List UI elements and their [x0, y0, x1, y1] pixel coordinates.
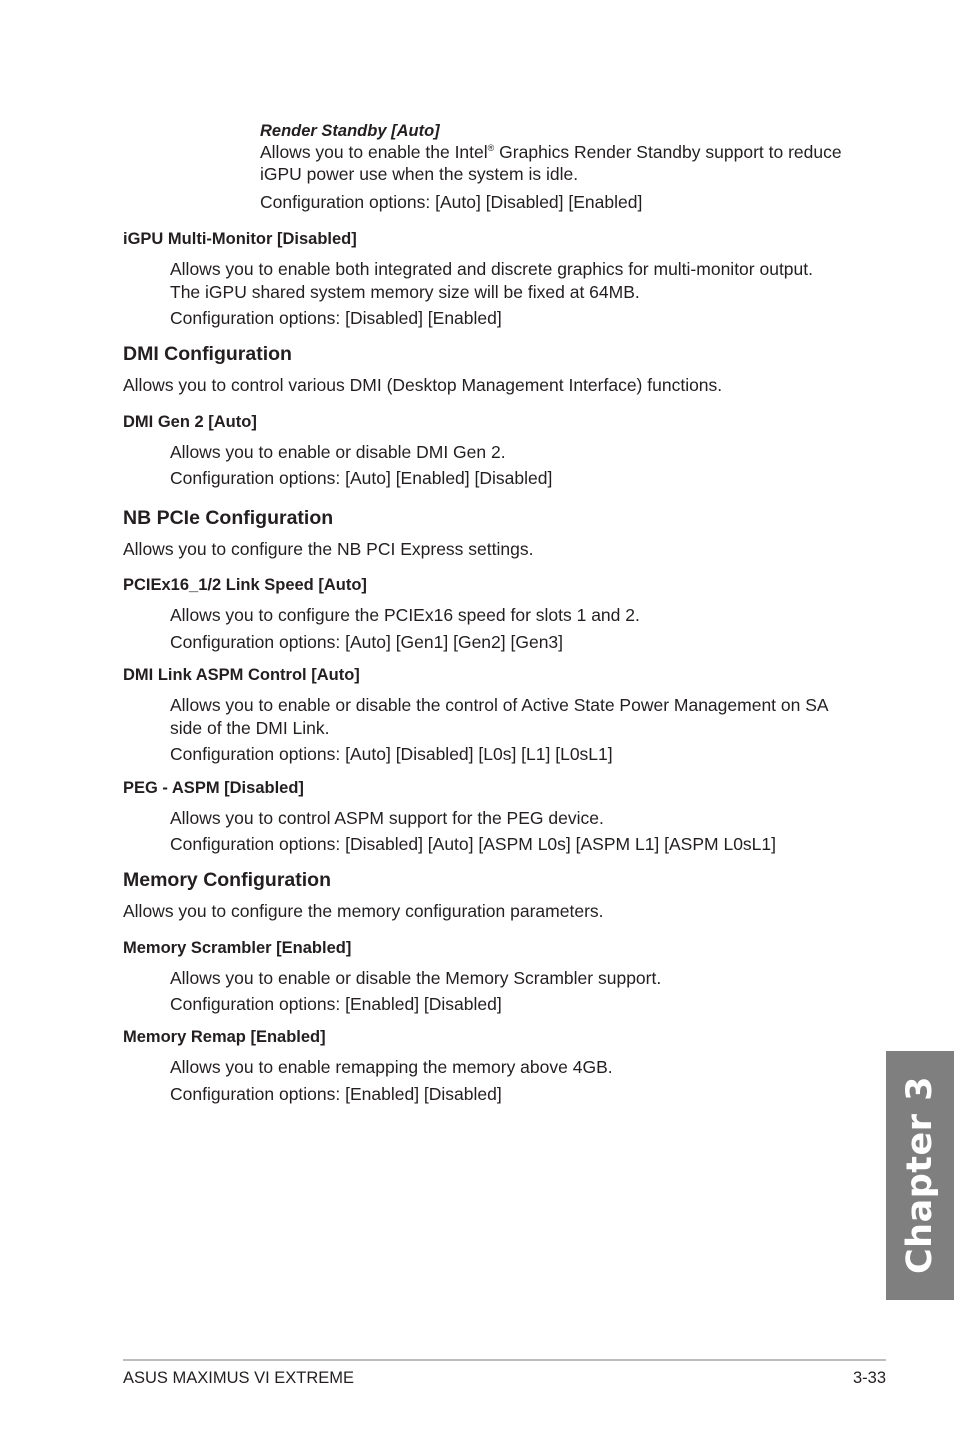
peg-aspm-options: Configuration options: [Disabled] [Auto] [ASPM L0s] [ASPM L1] [ASPM L0sL1]: [170, 834, 777, 854]
pciex16-link-speed-options: Configuration options: [Auto] [Gen1] [Gen2] [Gen3]: [170, 632, 564, 652]
footer-divider: [123, 1359, 886, 1361]
dmi-link-aspm-title: DMI Link ASPM Control [Auto]: [123, 666, 360, 684]
render-standby-title: Render Standby [Auto]: [260, 122, 440, 140]
igpu-multi-monitor-desc-line1: Allows you to enable both integrated and discrete graphics for multi-monitor output.: [170, 259, 813, 279]
memory-configuration-desc: Allows you to configure the memory configuration parameters.: [123, 901, 604, 921]
memory-remap-options: Configuration options: [Enabled] [Disabled]: [170, 1084, 502, 1104]
chapter-tab: [886, 1051, 954, 1300]
pciex16-link-speed-desc: Allows you to configure the PCIEx16 speed for slots 1 and 2.: [170, 605, 640, 625]
memory-remap-desc: Allows you to enable remapping the memory above 4GB.: [170, 1057, 613, 1077]
peg-aspm-title: PEG - ASPM [Disabled]: [123, 779, 304, 797]
memory-scrambler-desc: Allows you to enable or disable the Memory Scrambler support.: [170, 968, 662, 988]
memory-remap-title: Memory Remap [Enabled]: [123, 1028, 326, 1046]
chapter-tab-label: Chapter 3: [900, 1075, 940, 1275]
dmi-link-aspm-desc-line1: Allows you to enable or disable the control of Active State Power Management on SA: [170, 695, 829, 715]
dmi-gen2-title: DMI Gen 2 [Auto]: [123, 413, 257, 431]
dmi-link-aspm-desc-line2: side of the DMI Link.: [170, 718, 330, 738]
footer-product-name: ASUS MAXIMUS VI EXTREME: [123, 1369, 355, 1387]
memory-scrambler-options: Configuration options: [Enabled] [Disabled]: [170, 994, 502, 1014]
render-standby-desc-line2: iGPU power use when the system is idle.: [260, 164, 579, 184]
dmi-configuration-heading: DMI Configuration: [123, 343, 292, 365]
igpu-multi-monitor-title: iGPU Multi-Monitor [Disabled]: [123, 230, 357, 248]
memory-scrambler-title: Memory Scrambler [Enabled]: [123, 939, 352, 957]
igpu-multi-monitor-options: Configuration options: [Disabled] [Enabled]: [170, 308, 502, 328]
dmi-link-aspm-options: Configuration options: [Auto] [Disabled] [L0s] [L1] [L0sL1]: [170, 744, 613, 764]
dmi-gen2-desc: Allows you to enable or disable DMI Gen 2.: [170, 442, 506, 462]
nb-pcie-configuration-heading: NB PCIe Configuration: [123, 507, 334, 529]
pciex16-link-speed-title: PCIEx16_1/2 Link Speed [Auto]: [123, 576, 367, 594]
render-standby-desc-line1: Allows you to enable the Intel® Graphics Render Standby support to reduce: [260, 142, 842, 162]
render-standby-options: Configuration options: [Auto] [Disabled] [Enabled]: [260, 192, 643, 212]
dmi-gen2-options: Configuration options: [Auto] [Enabled] [Disabled]: [170, 468, 553, 488]
peg-aspm-desc: Allows you to control ASPM support for the PEG device.: [170, 808, 604, 828]
memory-configuration-heading: Memory Configuration: [123, 869, 331, 891]
footer-page-number: 3-33: [852, 1369, 886, 1387]
igpu-multi-monitor-desc-line2: The iGPU shared system memory size will be fixed at 64MB.: [170, 282, 640, 302]
dmi-configuration-desc: Allows you to control various DMI (Desktop Management Interface) functions.: [123, 375, 723, 395]
nb-pcie-configuration-desc: Allows you to configure the NB PCI Express settings.: [123, 539, 534, 559]
